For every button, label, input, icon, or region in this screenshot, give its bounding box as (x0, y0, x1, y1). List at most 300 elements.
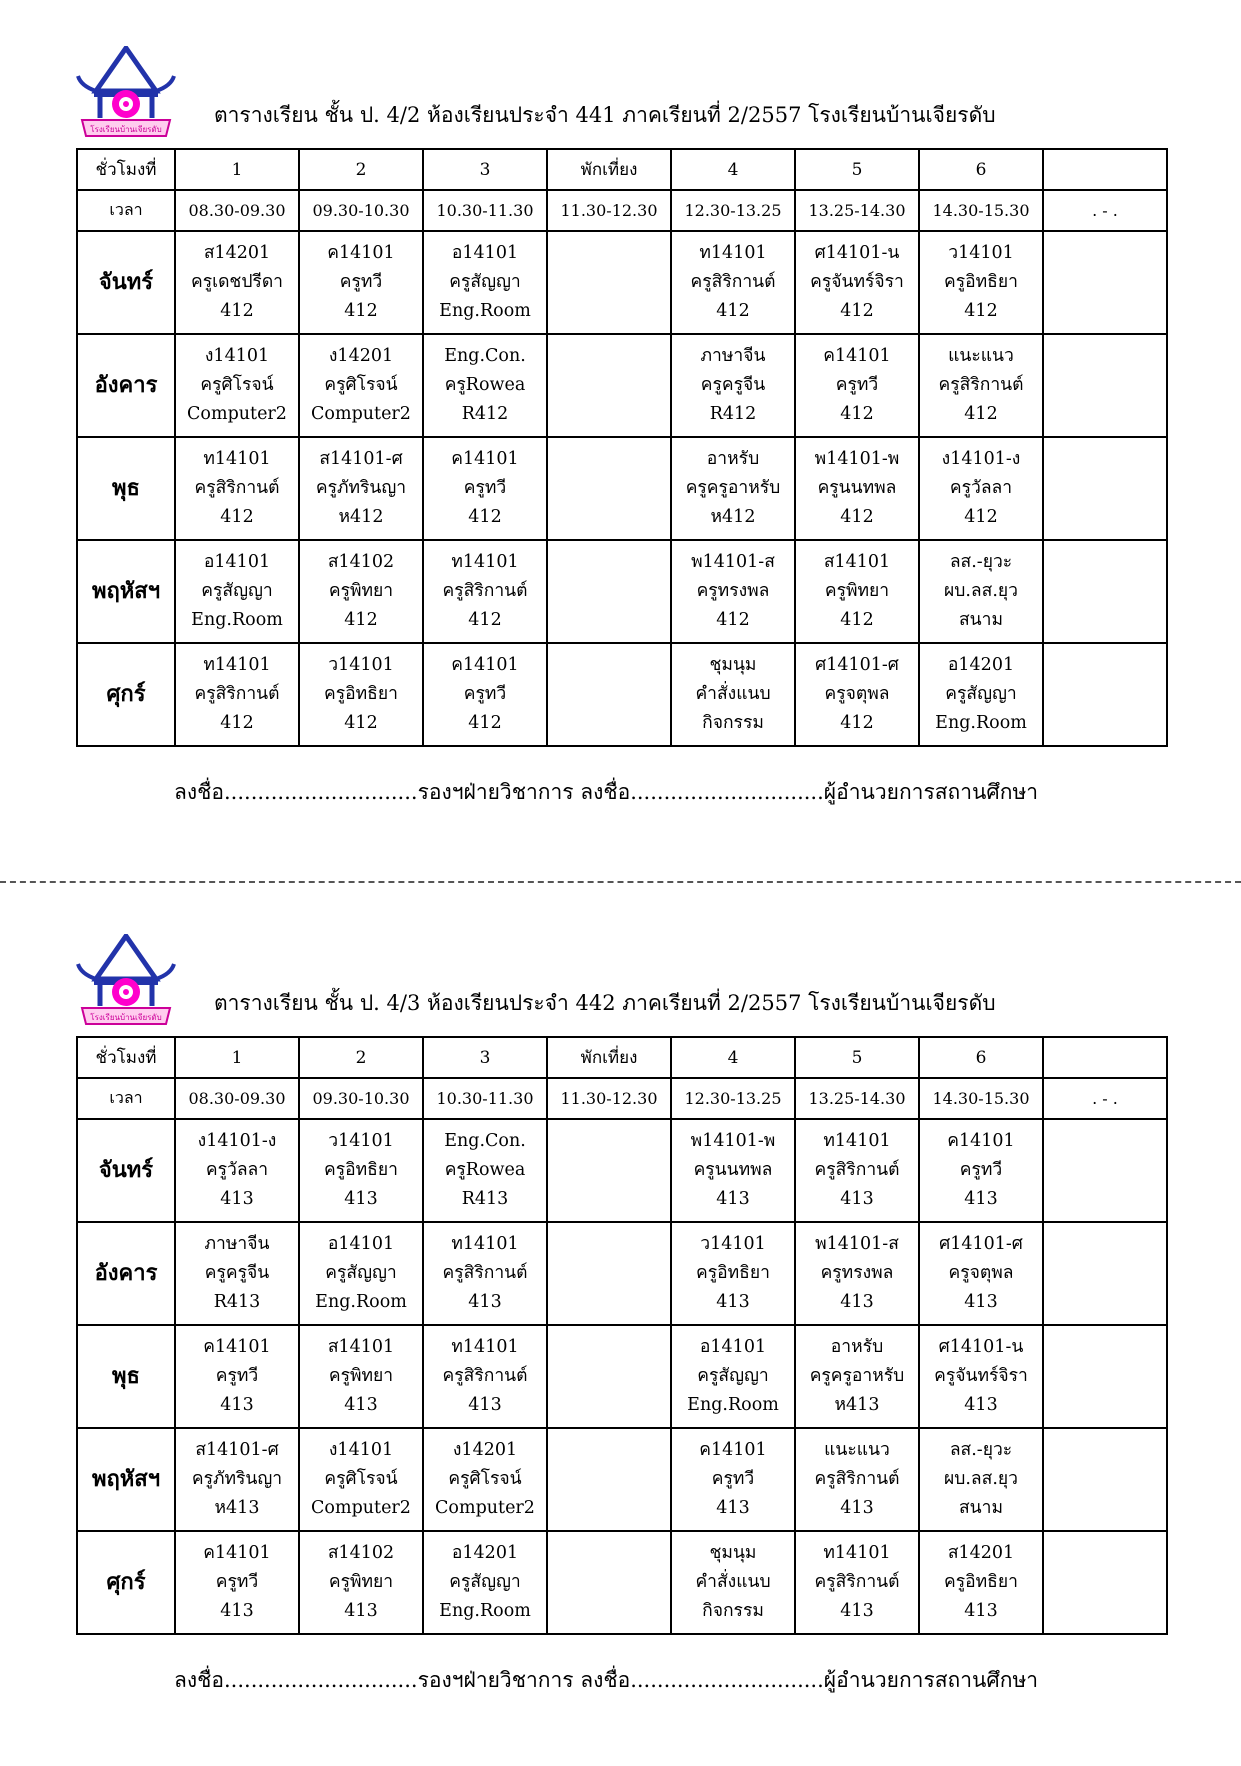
time-range: 13.25-14.30 (795, 1078, 919, 1119)
class-slot (919, 1325, 1043, 1428)
class-slot (919, 643, 1043, 746)
day-row (77, 1531, 1167, 1634)
subject-code: ว14101 (948, 243, 1014, 263)
class-slot (919, 540, 1043, 643)
class-slot (1043, 437, 1167, 540)
period-number: 6 (919, 149, 1043, 190)
period-number: 6 (919, 1037, 1043, 1078)
subject-code: ศ14101-น (814, 243, 900, 263)
day-name: อังคาร (77, 1222, 175, 1325)
class-slot (423, 1531, 547, 1634)
class-slot (795, 1428, 919, 1531)
teacher-name: ครูสัญญา (449, 272, 521, 292)
class-slot (795, 643, 919, 746)
class-slot (175, 334, 299, 437)
class-slot (299, 1222, 423, 1325)
class-slot (671, 1428, 795, 1531)
subject-code: อ14201 (947, 655, 1015, 675)
room-name: 413 (840, 1601, 874, 1621)
teacher-name: ครูพิทยา (328, 1572, 394, 1592)
day-row (77, 334, 1167, 437)
class-slot (547, 1222, 671, 1325)
teacher-name: คำสั่งแนบ (695, 684, 771, 704)
signature-line: ลงชื่อ.............................รองฯฝ่ายวิชาการ ลงชื่อ.............................ผู้อำนวยการสถานศึกษา (174, 1668, 1039, 1692)
teacher-name: ครูสิริกานต์ (814, 1469, 900, 1489)
teacher-name: ครูสัญญา (449, 1572, 521, 1592)
teacher-name: ครูสัญญา (201, 581, 273, 601)
room-name: 413 (964, 1395, 998, 1415)
schedule-sheet (0, 0, 1241, 804)
teacher-name: คำสั่งแนบ (695, 1572, 771, 1592)
teacher-name: ครูสิริกานต์ (814, 1572, 900, 1592)
time-range: 11.30-12.30 (547, 1078, 671, 1119)
time-range: 11.30-12.30 (547, 190, 671, 231)
room-name: 413 (344, 1601, 378, 1621)
class-slot (423, 540, 547, 643)
day-row (77, 231, 1167, 334)
teacher-name: ครูภัทรินญา (191, 1469, 283, 1489)
class-slot (1043, 1325, 1167, 1428)
teacher-name: ครูทวี (835, 375, 879, 395)
subject-code: ท14101 (451, 552, 519, 572)
time-range: 14.30-15.30 (919, 190, 1043, 231)
subject-code: ชุมนุม (709, 655, 757, 675)
class-slot (175, 231, 299, 334)
class-slot (299, 1428, 423, 1531)
teacher-name: ครูพิทยา (824, 581, 890, 601)
subject-code: ท14101 (203, 449, 271, 469)
subject-code: พ14101-พ (814, 449, 900, 469)
period-number: 4 (671, 1037, 795, 1078)
day-name: จันทร์ (77, 231, 175, 334)
signature-line: ลงชื่อ.............................รองฯฝ่ายวิชาการ ลงชื่อ.............................ผู้อำนวยการสถานศึกษา (174, 780, 1039, 804)
subject-code: Eng.Con. (444, 1131, 526, 1151)
teacher-name: ครูวัลลา (949, 478, 1013, 498)
period-number (1043, 1037, 1167, 1078)
subject-code: ว14101 (328, 1131, 394, 1151)
teacher-name: ครูครูอาหรับ (685, 478, 781, 498)
teacher-name: ครูครูจีน (700, 375, 766, 395)
subject-code: ท14101 (699, 243, 767, 263)
class-slot (1043, 1119, 1167, 1222)
day-name: อังคาร (77, 334, 175, 437)
time-range: 12.30-13.25 (671, 190, 795, 231)
room-name: 413 (964, 1292, 998, 1312)
teacher-name: ครูพิทยา (328, 1366, 394, 1386)
subject-code: ท14101 (823, 1131, 891, 1151)
school-emblem-icon (76, 46, 176, 144)
class-slot (919, 231, 1043, 334)
day-name: พฤหัสฯ (77, 1428, 175, 1531)
class-slot (423, 1325, 547, 1428)
room-name: Computer2 (311, 1498, 411, 1518)
class-slot (299, 334, 423, 437)
day-row (77, 540, 1167, 643)
teacher-name: ครูสิริกานต์ (442, 581, 528, 601)
room-name: 413 (220, 1601, 254, 1621)
room-name: 413 (344, 1189, 378, 1209)
day-name: พุธ (77, 437, 175, 540)
time-range: 10.30-11.30 (423, 1078, 547, 1119)
teacher-name: ครูอิทธิยา (944, 1572, 1018, 1592)
subject-code: แนะแนว (824, 1440, 890, 1460)
room-name: Eng.Room (439, 301, 531, 321)
time-range: . - . (1043, 190, 1167, 231)
class-slot (423, 231, 547, 334)
teacher-name: ครูสิริกานต์ (814, 1160, 900, 1180)
timetable (76, 148, 1168, 747)
class-slot (795, 1222, 919, 1325)
class-slot (795, 231, 919, 334)
period-number: 3 (423, 149, 547, 190)
subject-code: Eng.Con. (444, 346, 526, 366)
subject-code: ค14101 (203, 1337, 271, 1357)
class-slot (1043, 1222, 1167, 1325)
room-name: 412 (716, 610, 750, 630)
class-slot (175, 540, 299, 643)
room-name: R413 (213, 1292, 261, 1312)
cut-line (0, 881, 1241, 883)
teacher-name: ครูอิทธิยา (324, 684, 398, 704)
time-range: 12.30-13.25 (671, 1078, 795, 1119)
subject-code: ส14101 (823, 552, 891, 572)
class-slot (423, 1119, 547, 1222)
room-name: สนาม (958, 1498, 1003, 1518)
room-name: 413 (716, 1292, 750, 1312)
class-slot (423, 334, 547, 437)
period-label: ชั่วโมงที่ (77, 149, 175, 190)
subject-code: ชุมนุม (709, 1543, 757, 1563)
time-label: เวลา (77, 1078, 175, 1119)
subject-code: ง14201 (452, 1440, 518, 1460)
room-name: Computer2 (187, 404, 287, 424)
class-slot (919, 334, 1043, 437)
class-slot (547, 1531, 671, 1634)
room-name: 413 (840, 1189, 874, 1209)
day-row (77, 1325, 1167, 1428)
subject-code: ง14101 (328, 1440, 394, 1460)
class-slot (671, 231, 795, 334)
class-slot (671, 1531, 795, 1634)
teacher-name: ครูสิริกานต์ (690, 272, 776, 292)
room-name: 413 (840, 1292, 874, 1312)
room-name: 412 (220, 507, 254, 527)
class-slot (671, 643, 795, 746)
time-range: 13.25-14.30 (795, 190, 919, 231)
subject-code: ค14101 (823, 346, 891, 366)
room-name: 412 (716, 301, 750, 321)
teacher-name: ครูครูอาหรับ (809, 1366, 905, 1386)
teacher-name: ครูจันทร์จิรา (810, 272, 904, 292)
teacher-name: ครูสิริกานต์ (194, 478, 280, 498)
class-slot (175, 643, 299, 746)
teacher-name: ครูศิโรจน์ (324, 1469, 398, 1489)
room-name: 412 (344, 610, 378, 630)
teacher-name: ครูสัญญา (325, 1263, 397, 1283)
room-name: ห412 (710, 507, 756, 527)
class-slot (547, 540, 671, 643)
room-name: 412 (840, 713, 874, 733)
class-slot (547, 1119, 671, 1222)
logo-banner-text: โรงเรียนบ้านเจียรดับ (90, 125, 162, 134)
subject-code: อ14101 (203, 552, 271, 572)
room-name: 413 (468, 1292, 502, 1312)
class-slot (175, 1222, 299, 1325)
teacher-name: ครูสัญญา (697, 1366, 769, 1386)
page-title: ตารางเรียน ชั้น ป. 4/2 ห้องเรียนประจำ 441 ภาคเรียนที่ 2/2557 โรงเรียนบ้านเจียรดับ (214, 103, 996, 127)
class-slot (175, 1325, 299, 1428)
teacher-name: ครูศิโรจน์ (448, 1469, 522, 1489)
time-row (77, 190, 1167, 231)
subject-code: ท14101 (203, 655, 271, 675)
subject-code: ส14102 (327, 1543, 395, 1563)
subject-code: ภาษาจีน (204, 1234, 270, 1254)
room-name: 412 (840, 610, 874, 630)
day-name: จันทร์ (77, 1119, 175, 1222)
subject-code: แนะแนว (948, 346, 1014, 366)
room-name: 413 (716, 1498, 750, 1518)
teacher-name: ครูสิริกานต์ (442, 1366, 528, 1386)
teacher-name: ครูทรงพล (820, 1263, 894, 1283)
subject-code: ค14101 (203, 1543, 271, 1563)
teacher-name: ครูศิโรจน์ (324, 375, 398, 395)
class-slot (671, 437, 795, 540)
room-name: 412 (344, 301, 378, 321)
teacher-name: ครูอิทธิยา (324, 1160, 398, 1180)
room-name: ห412 (338, 507, 384, 527)
class-slot (795, 1531, 919, 1634)
class-slot (1043, 1531, 1167, 1634)
class-slot (1043, 334, 1167, 437)
class-slot (547, 1325, 671, 1428)
teacher-name: ครูจตุพล (824, 684, 890, 704)
room-name: 412 (840, 404, 874, 424)
class-slot (1043, 643, 1167, 746)
room-name: สนาม (958, 610, 1003, 630)
room-name: กิจกรรม (702, 713, 764, 733)
period-number: 2 (299, 149, 423, 190)
day-name: พุธ (77, 1325, 175, 1428)
room-name: R412 (461, 404, 509, 424)
day-row (77, 1222, 1167, 1325)
subject-code: อ14101 (327, 1234, 395, 1254)
teacher-name: ครูทวี (463, 684, 507, 704)
day-name: ศุกร์ (77, 1531, 175, 1634)
subject-code: ค14101 (327, 243, 395, 263)
room-name: Eng.Room (315, 1292, 407, 1312)
class-slot (175, 1428, 299, 1531)
teacher-name: ครูสิริกานต์ (194, 684, 280, 704)
subject-code: ศ14101-น (938, 1337, 1024, 1357)
class-slot (795, 437, 919, 540)
teacher-name: ครูทวี (711, 1469, 755, 1489)
day-row (77, 643, 1167, 746)
room-name: 413 (344, 1395, 378, 1415)
time-range: 10.30-11.30 (423, 190, 547, 231)
period-number: 1 (175, 1037, 299, 1078)
period-header-row (77, 1037, 1167, 1078)
period-number: 2 (299, 1037, 423, 1078)
class-slot (547, 1428, 671, 1531)
timetable (76, 1036, 1168, 1635)
period-number: 4 (671, 149, 795, 190)
room-name: 413 (468, 1395, 502, 1415)
class-slot (919, 437, 1043, 540)
subject-code: ภาษาจีน (700, 346, 766, 366)
subject-code: พ14101-พ (690, 1131, 776, 1151)
room-name: 413 (840, 1498, 874, 1518)
time-range: 09.30-10.30 (299, 1078, 423, 1119)
class-slot (795, 334, 919, 437)
class-slot (299, 540, 423, 643)
subject-code: ลส.-ยุวะ (949, 1440, 1013, 1460)
class-slot (547, 334, 671, 437)
period-number: พักเที่ยง (547, 149, 671, 190)
class-slot (795, 540, 919, 643)
subject-code: อ14101 (451, 243, 519, 263)
subject-code: ท14101 (451, 1337, 519, 1357)
subject-code: พ14101-ส (815, 1234, 899, 1254)
teacher-name: ครูRowea (444, 375, 526, 395)
room-name: 413 (220, 1395, 254, 1415)
teacher-name: ครูจันทร์จิรา (934, 1366, 1028, 1386)
teacher-name: ครูRowea (444, 1160, 526, 1180)
day-name: ศุกร์ (77, 643, 175, 746)
period-number: 3 (423, 1037, 547, 1078)
class-slot (423, 1428, 547, 1531)
subject-code: ส14101-ศ (195, 1440, 279, 1460)
period-number: 1 (175, 149, 299, 190)
teacher-name: ผบ.ลส.ยุว (944, 581, 1018, 601)
subject-code: ว14101 (700, 1234, 766, 1254)
room-name: 412 (964, 301, 998, 321)
subject-code: ท14101 (451, 1234, 519, 1254)
subject-code: ส14102 (327, 552, 395, 572)
subject-code: อ14101 (699, 1337, 767, 1357)
period-header-row (77, 149, 1167, 190)
class-slot (919, 1428, 1043, 1531)
class-slot (299, 1325, 423, 1428)
period-number (1043, 149, 1167, 190)
room-name: 412 (468, 507, 502, 527)
class-slot (175, 1119, 299, 1222)
room-name: Eng.Room (439, 1601, 531, 1621)
class-slot (547, 643, 671, 746)
teacher-name: ครูครูจีน (204, 1263, 270, 1283)
room-name: Eng.Room (687, 1395, 779, 1415)
room-name: 413 (964, 1601, 998, 1621)
subject-code: ว14101 (328, 655, 394, 675)
subject-code: ง14101-ง (941, 449, 1021, 469)
room-name: 412 (220, 713, 254, 733)
class-slot (299, 437, 423, 540)
class-slot (1043, 231, 1167, 334)
day-row (77, 437, 1167, 540)
period-label: ชั่วโมงที่ (77, 1037, 175, 1078)
teacher-name: ผบ.ลส.ยุว (944, 1469, 1018, 1489)
class-slot (423, 1222, 547, 1325)
subject-code: ศ14101-ศ (939, 1234, 1023, 1254)
class-slot (671, 1325, 795, 1428)
teacher-name: ครูศิโรจน์ (200, 375, 274, 395)
day-row (77, 1119, 1167, 1222)
time-range: 09.30-10.30 (299, 190, 423, 231)
room-name: R413 (461, 1189, 509, 1209)
room-name: 412 (840, 301, 874, 321)
room-name: 412 (468, 713, 502, 733)
time-range: 08.30-09.30 (175, 190, 299, 231)
logo-banner-text: โรงเรียนบ้านเจียรดับ (90, 1013, 162, 1022)
class-slot (423, 643, 547, 746)
room-name: 412 (964, 507, 998, 527)
teacher-name: ครูอิทธิยา (696, 1263, 770, 1283)
subject-code: ส14201 (947, 1543, 1015, 1563)
class-slot (795, 1119, 919, 1222)
class-slot (299, 1119, 423, 1222)
subject-code: ศ14101-ศ (815, 655, 899, 675)
time-range: 14.30-15.30 (919, 1078, 1043, 1119)
subject-code: ค14101 (699, 1440, 767, 1460)
room-name: ห413 (214, 1498, 260, 1518)
room-name: ห413 (834, 1395, 880, 1415)
teacher-name: ครูทรงพล (696, 581, 770, 601)
subject-code: ค14101 (451, 655, 519, 675)
teacher-name: ครูสัญญา (945, 684, 1017, 704)
room-name: 412 (220, 301, 254, 321)
room-name: 412 (344, 713, 378, 733)
teacher-name: ครูนนทพล (693, 1160, 773, 1180)
subject-code: ท14101 (823, 1543, 891, 1563)
time-label: เวลา (77, 190, 175, 231)
subject-code: ง14101 (204, 346, 270, 366)
room-name: 413 (964, 1189, 998, 1209)
class-slot (175, 437, 299, 540)
page-title: ตารางเรียน ชั้น ป. 4/3 ห้องเรียนประจำ 442 ภาคเรียนที่ 2/2557 โรงเรียนบ้านเจียรดับ (214, 991, 996, 1015)
class-slot (919, 1222, 1043, 1325)
room-name: 413 (716, 1189, 750, 1209)
day-row (77, 1428, 1167, 1531)
period-number: 5 (795, 149, 919, 190)
class-slot (671, 540, 795, 643)
class-slot (919, 1531, 1043, 1634)
class-slot (795, 1325, 919, 1428)
subject-code: ง14101-ง (197, 1131, 277, 1151)
teacher-name: ครูนนทพล (817, 478, 897, 498)
room-name: 412 (840, 507, 874, 527)
subject-code: ส14201 (203, 243, 271, 263)
room-name: Computer2 (435, 1498, 535, 1518)
subject-code: ส14101-ศ (319, 449, 403, 469)
subject-code: อ14201 (451, 1543, 519, 1563)
room-name: กิจกรรม (702, 1601, 764, 1621)
school-emblem-icon (76, 934, 176, 1032)
teacher-name: ครูภัทรินญา (315, 478, 407, 498)
day-name: พฤหัสฯ (77, 540, 175, 643)
class-slot (423, 437, 547, 540)
class-slot (919, 1119, 1043, 1222)
subject-code: ลส.-ยุวะ (949, 552, 1013, 572)
class-slot (671, 1222, 795, 1325)
room-name: 412 (964, 404, 998, 424)
room-name: 413 (220, 1189, 254, 1209)
teacher-name: ครูทวี (339, 272, 383, 292)
schedule-sheet (0, 888, 1241, 1692)
teacher-name: ครูสิริกานต์ (442, 1263, 528, 1283)
class-slot (175, 1531, 299, 1634)
room-name: 412 (468, 610, 502, 630)
period-number: พักเที่ยง (547, 1037, 671, 1078)
teacher-name: ครูวัลลา (205, 1160, 269, 1180)
